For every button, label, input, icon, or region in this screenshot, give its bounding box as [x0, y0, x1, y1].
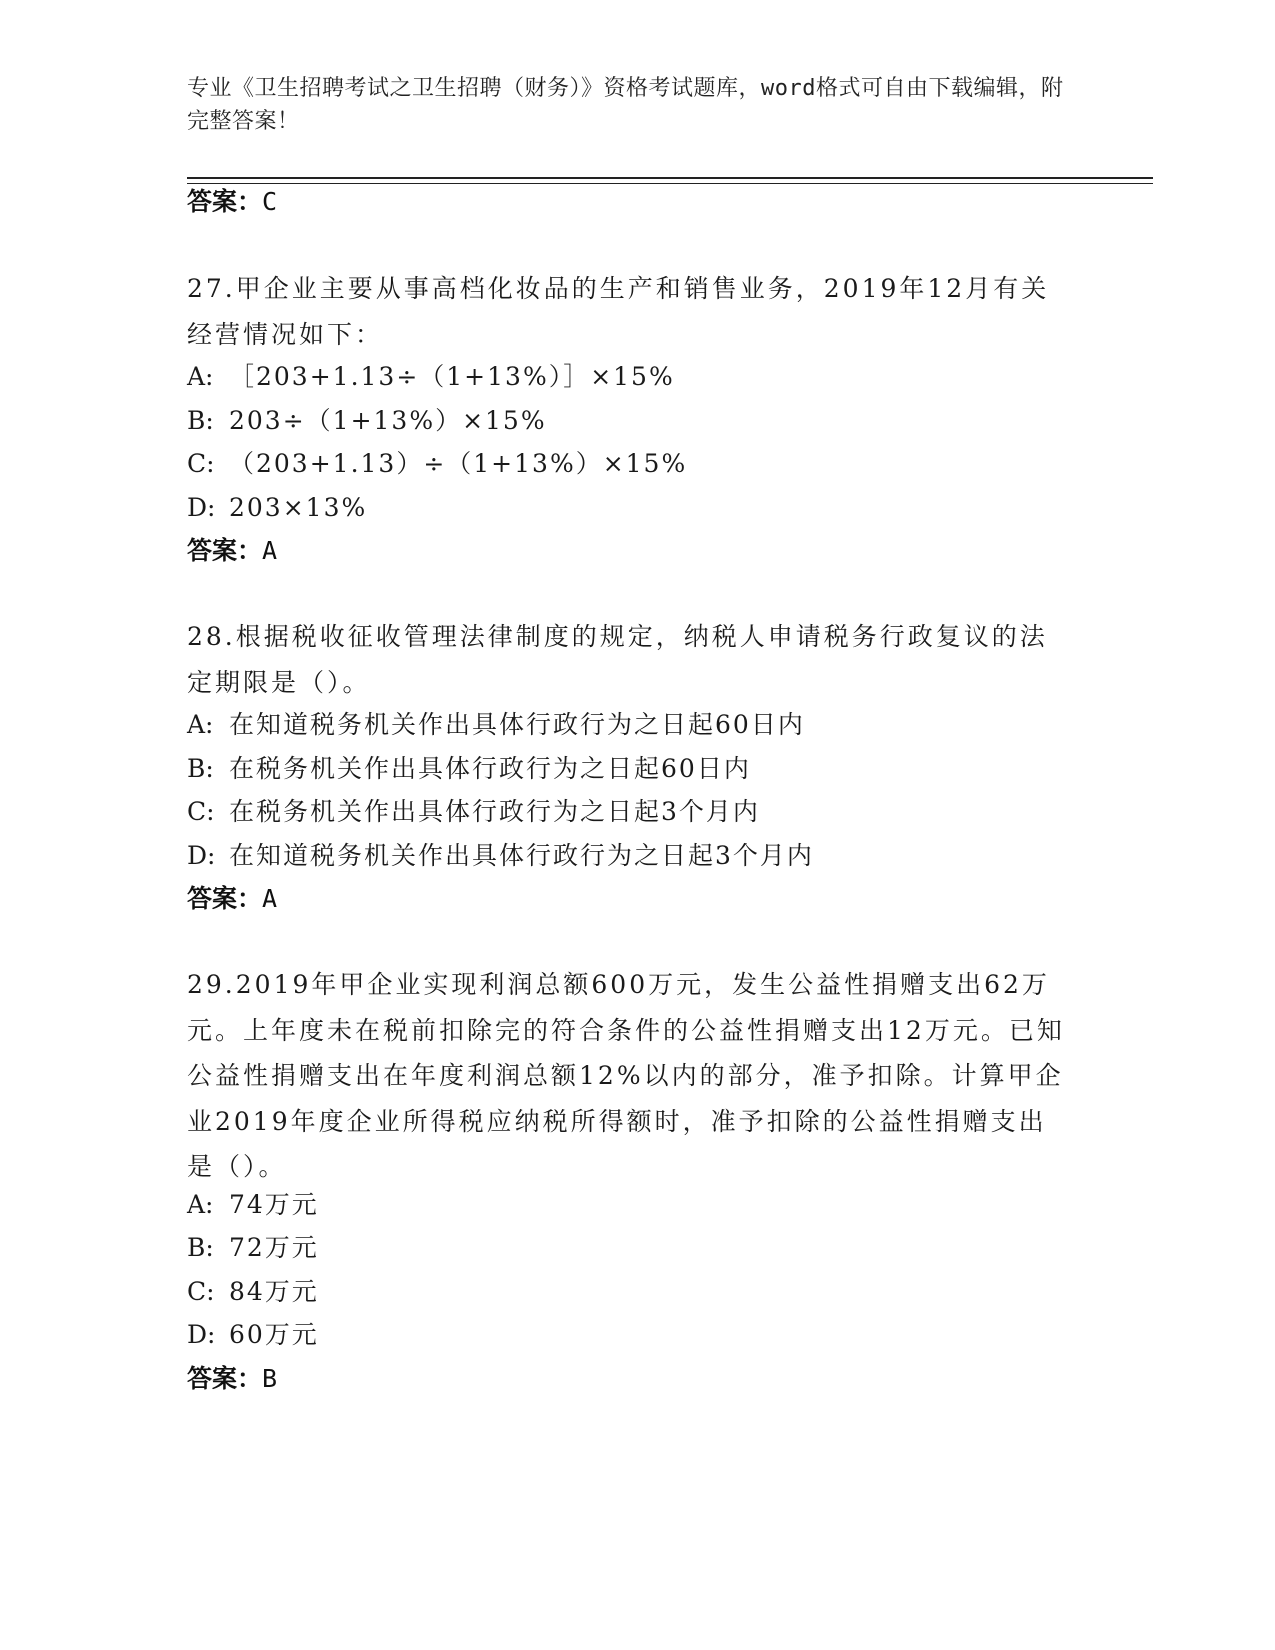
answer-label: 答案：	[187, 884, 263, 913]
answer-label: 答案：	[187, 536, 263, 565]
question-28-option-a	[187, 705, 1067, 745]
option-key: B:	[187, 1233, 214, 1262]
option-key: C:	[187, 1277, 215, 1306]
option-key: D:	[187, 493, 216, 522]
question-28-option-d	[187, 836, 1067, 876]
option-key: B:	[187, 754, 214, 783]
question-27-option-c	[187, 444, 1067, 484]
option-key: A:	[187, 362, 214, 391]
question-29-answer	[187, 1359, 277, 1399]
question-29-option-b	[187, 1228, 1067, 1268]
option-text: 203÷（1+13%）×15%	[229, 406, 547, 435]
option-text: ［203+1.13÷（1+13%）］×15%	[229, 362, 675, 391]
question-27-answer	[187, 531, 277, 571]
option-key: A:	[187, 1190, 214, 1219]
option-text: 84万元	[229, 1277, 319, 1306]
question-27-option-b	[187, 401, 1067, 441]
question-27-text: 27.甲企业主要从事高档化妆品的生产和销售业务，2019年12月有关经营情况如下：	[187, 274, 1050, 349]
option-key: C:	[187, 449, 215, 478]
option-key: C:	[187, 797, 215, 826]
option-text: （203+1.13）÷（1+13%）×15%	[229, 449, 688, 478]
question-29-text: 29.2019年甲企业实现利润总额600万元，发生公益性捐赠支出62万元。上年度未在税前扣除完的符合条件的公益性捐赠支出12万元。已知公益性捐赠支出在年度利润总额12%以内的部分，准予扣除。计算甲企业2019年度企业所得税应纳税所得额时，准予扣除的公益性捐赠支出是（）。	[187, 970, 1065, 1181]
header-rule-thin	[187, 183, 1153, 184]
option-key: D:	[187, 1320, 216, 1349]
option-key: B:	[187, 406, 214, 435]
answer-label: 答案：	[187, 1364, 263, 1393]
option-text: 74万元	[229, 1190, 319, 1219]
option-text: 72万元	[229, 1233, 319, 1262]
question-28-answer	[187, 879, 277, 919]
document-header: 专业《卫生招聘考试之卫生招聘（财务）》资格考试题库，word格式可自由下载编辑，附完整答案！	[187, 76, 1064, 134]
option-key: A:	[187, 710, 214, 739]
answer-value: B	[262, 1364, 278, 1393]
option-text: 60万元	[229, 1320, 319, 1349]
answer-label: 答案：	[187, 187, 263, 216]
question-27-option-a	[187, 357, 1067, 397]
header-rule-thick	[187, 177, 1153, 179]
answer-value: A	[262, 884, 278, 913]
option-text: 203×13%	[229, 493, 368, 522]
question-28-option-b	[187, 749, 1067, 789]
option-text: 在知道税务机关作出具体行政行为之日起60日内	[229, 710, 805, 739]
option-text: 在税务机关作出具体行政行为之日起60日内	[229, 754, 751, 783]
option-key: D:	[187, 841, 216, 870]
question-29-option-a	[187, 1185, 1067, 1225]
option-text: 在知道税务机关作出具体行政行为之日起3个月内	[229, 841, 814, 870]
question-29-option-c	[187, 1272, 1067, 1312]
question-28-text: 28.根据税收征收管理法律制度的规定，纳税人申请税务行政复议的法定期限是（）。	[187, 622, 1048, 697]
option-text: 在税务机关作出具体行政行为之日起3个月内	[229, 797, 760, 826]
answer-value: C	[262, 187, 278, 216]
question-29-option-d	[187, 1315, 1067, 1355]
question-28-option-c	[187, 792, 1067, 832]
prev-answer	[187, 182, 277, 222]
question-27-option-d	[187, 488, 1067, 528]
answer-value: A	[262, 536, 278, 565]
